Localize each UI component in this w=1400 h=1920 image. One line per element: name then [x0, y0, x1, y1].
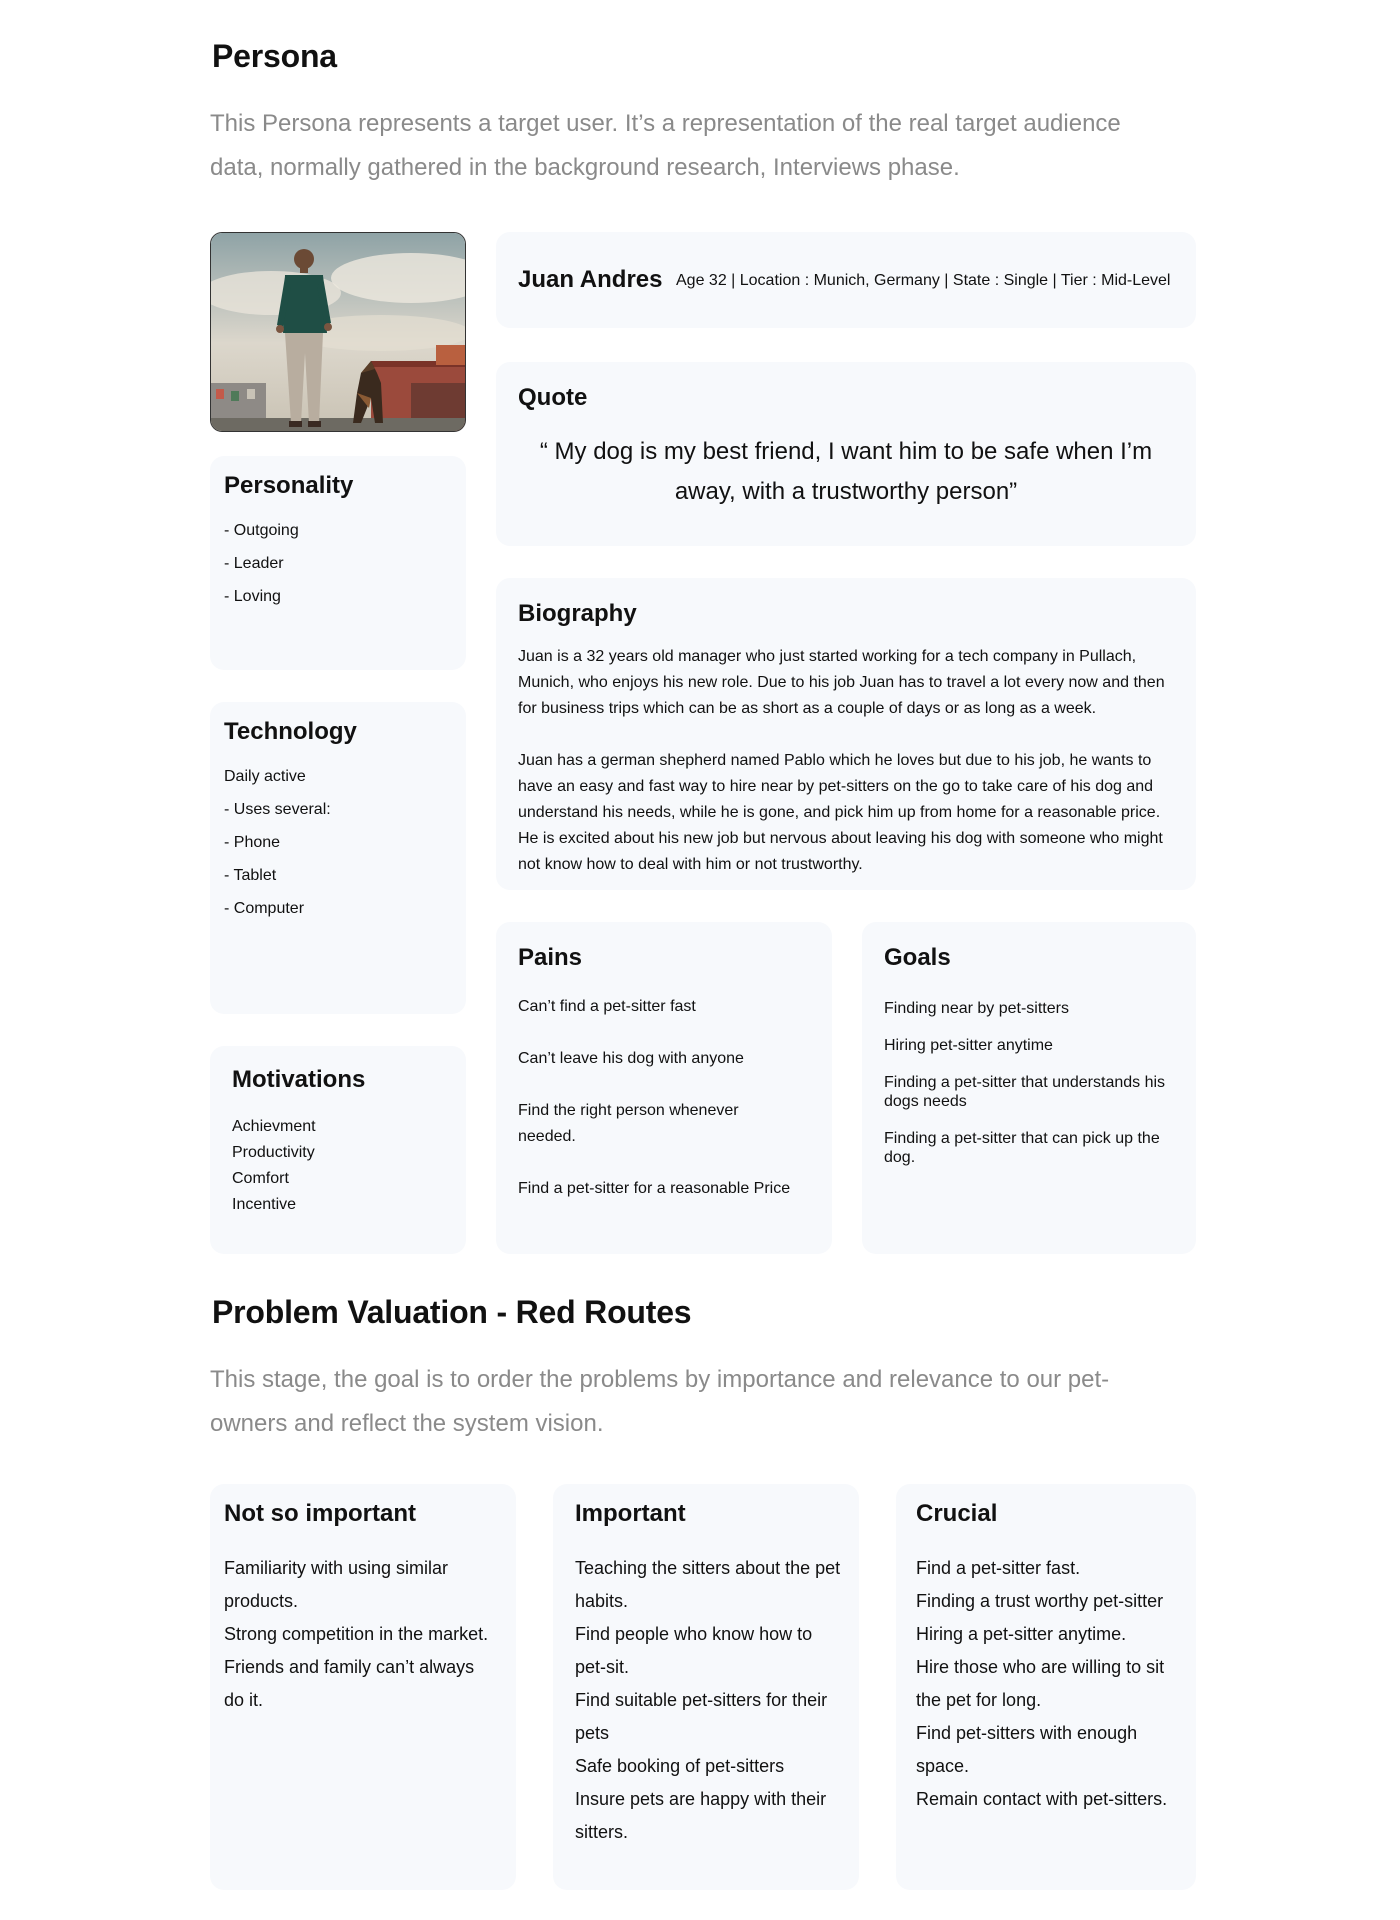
list-item: Incentive	[232, 1196, 297, 1213]
problem-intro: This stage, the goal is to order the problems by importance and relevance to our pet-owners and reflect the system vision.	[210, 1366, 1110, 1437]
goals-card	[862, 922, 1196, 1254]
profile-card	[496, 232, 1196, 328]
personality-title: Personality	[224, 472, 354, 499]
goal-item: Finding a pet-sitter that understands his dogs needs	[884, 1074, 1166, 1110]
goal-item: Finding a pet-sitter that can pick up the dog.	[884, 1130, 1160, 1166]
important-title: Important	[575, 1500, 686, 1527]
list-item: - Outgoing	[224, 522, 299, 539]
list-item: Strong competition in the market.	[224, 1624, 489, 1644]
list-item: Productivity	[232, 1144, 315, 1161]
personality-list	[224, 514, 299, 613]
biography-title: Biography	[518, 600, 637, 627]
list-item: Insure pets are happy with their sitters.	[575, 1789, 827, 1842]
list-item: Finding a trust worthy pet-sitter	[916, 1591, 1164, 1611]
personality-card	[210, 456, 466, 670]
goals-title: Goals	[884, 944, 951, 971]
list-item: Find pet-sitters with enough space.	[916, 1723, 1138, 1776]
list-item: - Computer	[224, 900, 305, 917]
not-so-important-title: Not so important	[224, 1500, 416, 1527]
persona-meta: Age 32 | Location : Munich, Germany | State : Single | Tier : Mid-Level	[676, 272, 1171, 289]
biography-card	[496, 578, 1196, 890]
motivations-card	[210, 1046, 466, 1254]
pain-item: Can’t find a pet-sitter fast	[518, 998, 696, 1015]
crucial-list	[916, 1552, 1186, 1816]
pain-item: Can’t leave his dog with anyone	[518, 1050, 744, 1067]
motivations-list	[232, 1114, 316, 1218]
list-item: Comfort	[232, 1170, 289, 1187]
problem-title: Problem Valuation - Red Routes	[212, 1294, 692, 1330]
biography-paragraph: Juan is a 32 years old manager who just started working for a tech company in Pullach, Munich, who enjoys his new role. Due to his job Juan has to travel a lot every now and then for business trips which can be as short as a couple of days or as long as a week.	[518, 648, 1165, 717]
list-item: Achievment	[232, 1118, 316, 1135]
persona-name: Juan Andres	[518, 266, 663, 293]
not-so-important-card	[210, 1484, 516, 1890]
list-item: Teaching the sitters about the pet habits.	[575, 1558, 841, 1611]
quote-card	[496, 362, 1196, 546]
biography-paragraph: Juan has a german shepherd named Pablo which he loves but due to his job, he wants to have an easy and fast way to hire near by pet-sitters on the go to take care of his dog and understand his needs, while he is gone, and pick him up from home for a reasonable price. He is excited about his new job but nervous about leaving his dog with someone who might not know how to deal with him or not trustworthy.	[518, 752, 1163, 873]
technology-card	[210, 702, 466, 1014]
list-item: - Uses several:	[224, 801, 331, 818]
goal-item: Finding near by pet-sitters	[884, 1000, 1069, 1017]
list-item: Daily active	[224, 768, 306, 785]
quote-title: Quote	[518, 384, 588, 411]
list-item: Familiarity with using similar products.	[224, 1558, 449, 1611]
list-item: - Leader	[224, 555, 284, 572]
technology-title: Technology	[224, 718, 357, 745]
biography-body	[518, 644, 1178, 878]
list-item: - Tablet	[224, 867, 277, 884]
technology-list	[224, 760, 331, 925]
crucial-card	[896, 1484, 1196, 1890]
not-so-important-list	[224, 1552, 496, 1717]
goal-item: Hiring pet-sitter anytime	[884, 1037, 1053, 1054]
important-list	[575, 1552, 845, 1849]
persona-title: Persona	[212, 38, 337, 74]
list-item: Remain contact with pet-sitters.	[916, 1789, 1168, 1809]
pain-item: Find a pet-sitter for a reasonable Price	[518, 1180, 791, 1197]
list-item: - Loving	[224, 588, 281, 605]
motivations-title: Motivations	[232, 1066, 366, 1093]
persona-photo	[210, 232, 466, 432]
list-item: Hiring a pet-sitter anytime.	[916, 1624, 1127, 1644]
pain-item: Find the right person whenever needed.	[518, 1102, 739, 1145]
list-item: Find a pet-sitter fast.	[916, 1558, 1081, 1578]
list-item: Find suitable pet-sitters for their pets	[575, 1690, 828, 1743]
list-item: Hire those who are willing to sit the pet for long.	[916, 1657, 1165, 1710]
persona-photo-illustration	[211, 233, 466, 432]
crucial-title: Crucial	[916, 1500, 998, 1527]
list-item: - Phone	[224, 834, 281, 851]
pains-title: Pains	[518, 944, 583, 971]
quote-text: “ My dog is my best friend, I want him to be safe when I’m away, with a trustworthy person”	[539, 438, 1153, 505]
important-card	[553, 1484, 859, 1890]
list-item: Find people who know how to pet-sit.	[575, 1624, 813, 1677]
list-item: Safe booking of pet-sitters	[575, 1756, 785, 1776]
pains-card	[496, 922, 832, 1254]
persona-intro: This Persona represents a target user. It’s a representation of the real target audience data, normally gathered in the background research, Interviews phase.	[210, 110, 1121, 181]
list-item: Friends and family can’t always do it.	[224, 1657, 475, 1710]
